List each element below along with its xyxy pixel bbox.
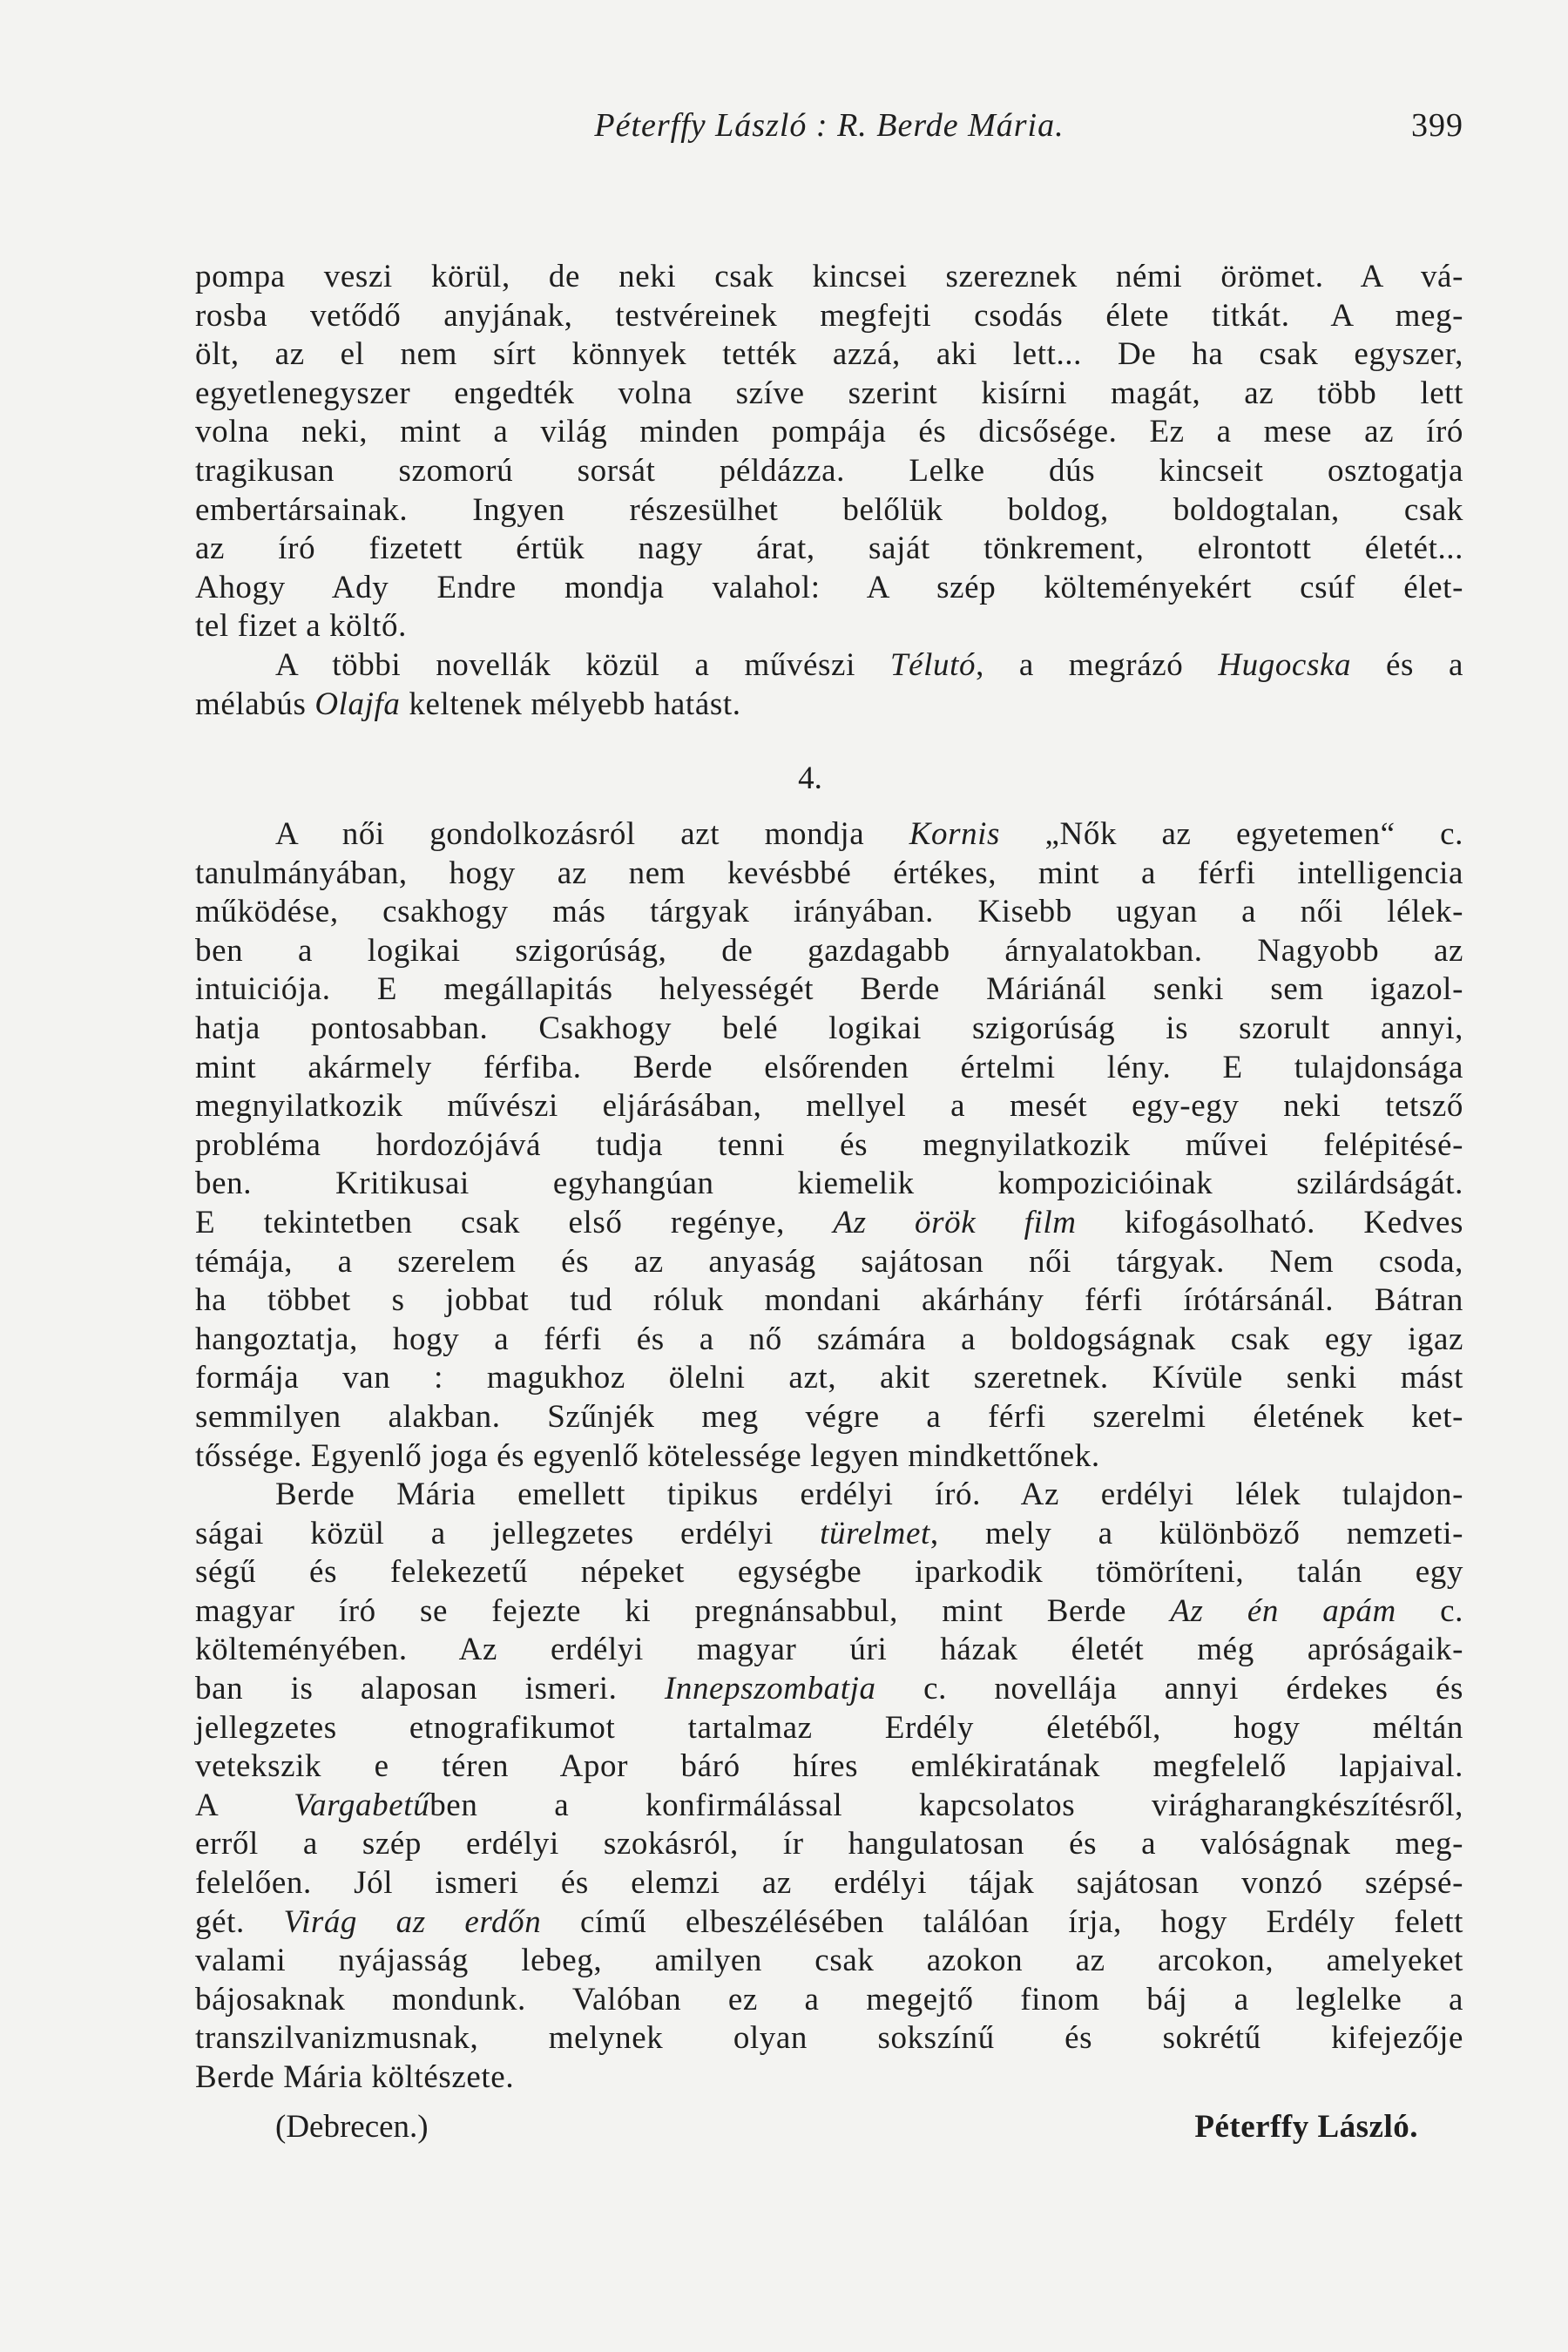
line-text: valami nyájasság lebeg, amilyen csak azokon az arcokon, amelyeket <box>195 1943 1463 1979</box>
line-text: intuiciója. E megállapitás helyességét Berde Máriánál senki sem igazol- <box>195 971 1463 1008</box>
signature <box>195 2108 1463 2148</box>
signature-place: (Debrecen.) <box>275 2109 429 2145</box>
line-text: Ahogy Ady Endre mondja valahol: A szép költeményekért csúf élet- <box>195 569 1463 605</box>
line-text: megnyilatkozik művészi eljárásában, mellyel a mesét egy-egy neki tetsző <box>195 1088 1463 1125</box>
line-text: probléma hordozójává tudja tenni és megnyilatkozik művei felépitésé- <box>195 1126 1463 1163</box>
line-text: tel fizet a költő. <box>195 608 407 645</box>
line-text: című elbeszélésében találóan írja, hogy Erdély felett <box>541 1903 1463 1940</box>
line-text: keltenek mélyebb hatást. <box>400 686 741 722</box>
line-text: ben a konfirmálással kapcsolatos virágharangkészítésről, <box>429 1787 1463 1823</box>
italic-title: Vargabetű <box>294 1787 430 1823</box>
text-line <box>195 2058 1463 2098</box>
line-text: volna neki, mint a világ minden pompája és dicsősége. Ez a mese az író <box>195 414 1463 450</box>
running-header <box>195 106 1463 150</box>
line-text: A női gondolkozásról azt mondja <box>275 816 909 852</box>
text-line <box>195 1165 1463 1204</box>
text-line <box>195 1359 1463 1398</box>
text-line <box>195 1010 1463 1049</box>
line-text: pompa veszi körül, de neki csak kincsei szereznek némi örömet. A vá- <box>195 259 1463 294</box>
line-text: vetekszik e téren Apor báró híres emlékiratának megfelelő lapjaival. <box>195 1748 1463 1785</box>
text-line <box>195 1825 1463 1864</box>
line-text: erről a szép erdélyi szokásról, ír hangulatosan és a valóságnak meg- <box>195 1826 1463 1862</box>
line-text: c. <box>1396 1592 1463 1629</box>
text-line <box>195 646 1463 686</box>
line-text: Berde Mária költészete. <box>195 2058 515 2095</box>
italic-title: Kornis <box>909 816 1001 852</box>
text-line <box>195 1709 1463 1748</box>
italic-title: türelmet <box>820 1515 930 1551</box>
line-text: hangoztatja, hogy a férfi és a nő számára a boldogságnak csak egy igaz <box>195 1321 1463 1357</box>
text-line <box>195 1243 1463 1282</box>
line-text: ben a logikai szigorúság, de gazdagabb árnyalatokban. Nagyobb az <box>195 932 1463 969</box>
text-line <box>195 1981 1463 2020</box>
text-line <box>195 1553 1463 1592</box>
text-line <box>195 491 1463 531</box>
paragraph <box>195 646 1463 724</box>
line-text: gét. <box>195 1903 284 1940</box>
text-line <box>195 2019 1463 2058</box>
line-text: ben. Kritikusai egyhangúan kiemelik kompozicióinak szilárdságát. <box>195 1166 1463 1202</box>
text-line <box>195 413 1463 452</box>
text-line <box>195 1747 1463 1787</box>
line-text: , a megrázó <box>976 647 1219 683</box>
line-text: hatja pontosabban. Csakhogy belé logikai szigorúság is szorult annyi, <box>195 1010 1463 1046</box>
italic-title: Az örök film <box>833 1204 1077 1240</box>
text-line <box>195 1592 1463 1632</box>
text-line <box>195 375 1463 414</box>
line-text: embertársainak. Ingyen részesülhet belőlük boldog, boldogtalan, csak <box>195 491 1463 528</box>
line-text: A <box>195 1787 294 1823</box>
signature-author: Péterffy László. <box>1194 2109 1418 2145</box>
line-text: ban is alaposan ismeri. <box>195 1670 665 1707</box>
italic-title: Télutó <box>889 647 977 683</box>
line-text: felelően. Jól ismeri és elemzi az erdélyi tájak sajátosan vonzó szépsé- <box>195 1864 1463 1901</box>
line-text: ségű és felekezetű népeket egységbe iparkodik tömöríteni, talán egy <box>195 1554 1463 1591</box>
text-line <box>195 1670 1463 1709</box>
paragraph <box>195 815 1463 1476</box>
line-text: ölt, az el nem sírt könnyek tették azzá, aki lett... De ha csak egyszer, <box>195 336 1463 373</box>
text-line <box>195 932 1463 971</box>
line-text: tőssége. Egyenlő joga és egyenlő kötelessége legyen mindkettőnek. <box>195 1437 1100 1474</box>
text-line <box>195 815 1463 855</box>
line-text: tanulmányában, hogy az nem kevésbbé értékes, mint a férfi intelligencia <box>195 855 1463 891</box>
line-text: semmilyen alakban. Szűnjék meg végre a férfi szerelmi életének ket- <box>195 1398 1463 1435</box>
line-text: mélabús <box>195 686 315 722</box>
text-line <box>195 893 1463 932</box>
paragraph <box>195 1476 1463 2098</box>
line-text: rosba vetődő anyjának, testvéreinek megfejti csodás élete titkát. A meg- <box>195 297 1463 334</box>
line-text: „Nők az egyetemen“ c. <box>1000 816 1464 852</box>
line-text: A többi novellák közül a művészi <box>275 647 890 683</box>
italic-title: Olajfa <box>314 686 401 722</box>
text-line <box>195 1204 1463 1243</box>
line-text: mint akármely férfiba. Berde elsőrenden értelmi lény. E tulajdonsága <box>195 1049 1463 1085</box>
line-text: egyetlenegyszer engedték volna szíve szerint kisírni magát, az több lett <box>195 375 1463 411</box>
line-text: tragikusan szomorú sorsát példázza. Lelke dús kincseit osztogatja <box>195 452 1463 489</box>
line-text: formája van : magukhoz ölelni azt, akit szeretnek. Kívüle senki mást <box>195 1360 1463 1396</box>
text-line <box>195 1126 1463 1166</box>
text-line <box>195 1476 1463 1515</box>
text-line <box>195 1942 1463 1981</box>
text-line <box>195 1437 1463 1477</box>
line-text: és a <box>1351 647 1463 683</box>
line-text: Berde Mária emellett tipikus erdélyi író. Az erdélyi lélek tulajdon- <box>275 1477 1463 1512</box>
text-line <box>195 1515 1463 1554</box>
text-line <box>195 1281 1463 1321</box>
text-line <box>195 1787 1463 1826</box>
page-number: 399 <box>1411 107 1463 144</box>
text-line <box>195 1903 1463 1943</box>
line-text: az író fizetett értük nagy árat, saját tönkrement, elrontott életét... <box>195 531 1463 567</box>
line-text: jellegzetes etnografikumot tartalmaz Erdély életéből, hogy méltán <box>195 1709 1463 1746</box>
line-text: működése, csakhogy más tárgyak irányában. Kisebb ugyan a női lélek- <box>195 894 1463 930</box>
text-line <box>195 686 1463 725</box>
paragraph <box>195 258 1463 646</box>
line-text: témája, a szerelem és az anyaság sajátosan női tárgyak. Nem csoda, <box>195 1243 1463 1280</box>
text-line <box>195 569 1463 608</box>
text-line <box>195 297 1463 336</box>
running-title: Péterffy László : R. Berde Mária. <box>594 107 1064 144</box>
line-text: transzilvanizmusnak, melynek olyan sokszínű és sokrétű kifejezője <box>195 2020 1463 2057</box>
line-text: magyar író se fejezte ki pregnánsabbul, mint Berde <box>195 1592 1171 1629</box>
text-line <box>195 1087 1463 1126</box>
line-text: kifogásolható. Kedves <box>1076 1204 1463 1240</box>
line-text: bájosaknak mondunk. Valóban ez a megejtő finom báj a leglelke a <box>195 1981 1463 2017</box>
text-line <box>195 855 1463 894</box>
line-text: c. novellája annyi érdekes és <box>875 1670 1463 1707</box>
italic-title: Az én apám <box>1170 1592 1396 1629</box>
text-line <box>195 335 1463 375</box>
line-text: ha többet s jobbat tud róluk mondani akárhány férfi írótársánál. Bátran <box>195 1282 1463 1319</box>
italic-title: Innepszombatja <box>664 1670 876 1707</box>
text-line <box>195 1631 1463 1670</box>
text-line <box>195 452 1463 491</box>
text-line <box>195 1049 1463 1088</box>
italic-title: Hugocska <box>1218 647 1352 683</box>
italic-title: Virág az erdőn <box>283 1903 542 1940</box>
line-text: költeményében. Az erdélyi magyar úri házak életét még apróságaik- <box>195 1632 1463 1668</box>
text-line <box>195 970 1463 1010</box>
line-text: ságai közül a jellegzetes erdélyi <box>195 1515 821 1551</box>
section-number: 4. <box>798 760 822 796</box>
text-line <box>195 1321 1463 1360</box>
line-text: , mely a különböző nemzeti- <box>929 1515 1464 1551</box>
text-line <box>195 1398 1463 1437</box>
text-line <box>195 1864 1463 1903</box>
text-line <box>195 607 1463 646</box>
line-text: E tekintetben csak első regénye, <box>195 1204 834 1240</box>
text-line <box>195 258 1463 297</box>
text-line <box>195 530 1463 569</box>
